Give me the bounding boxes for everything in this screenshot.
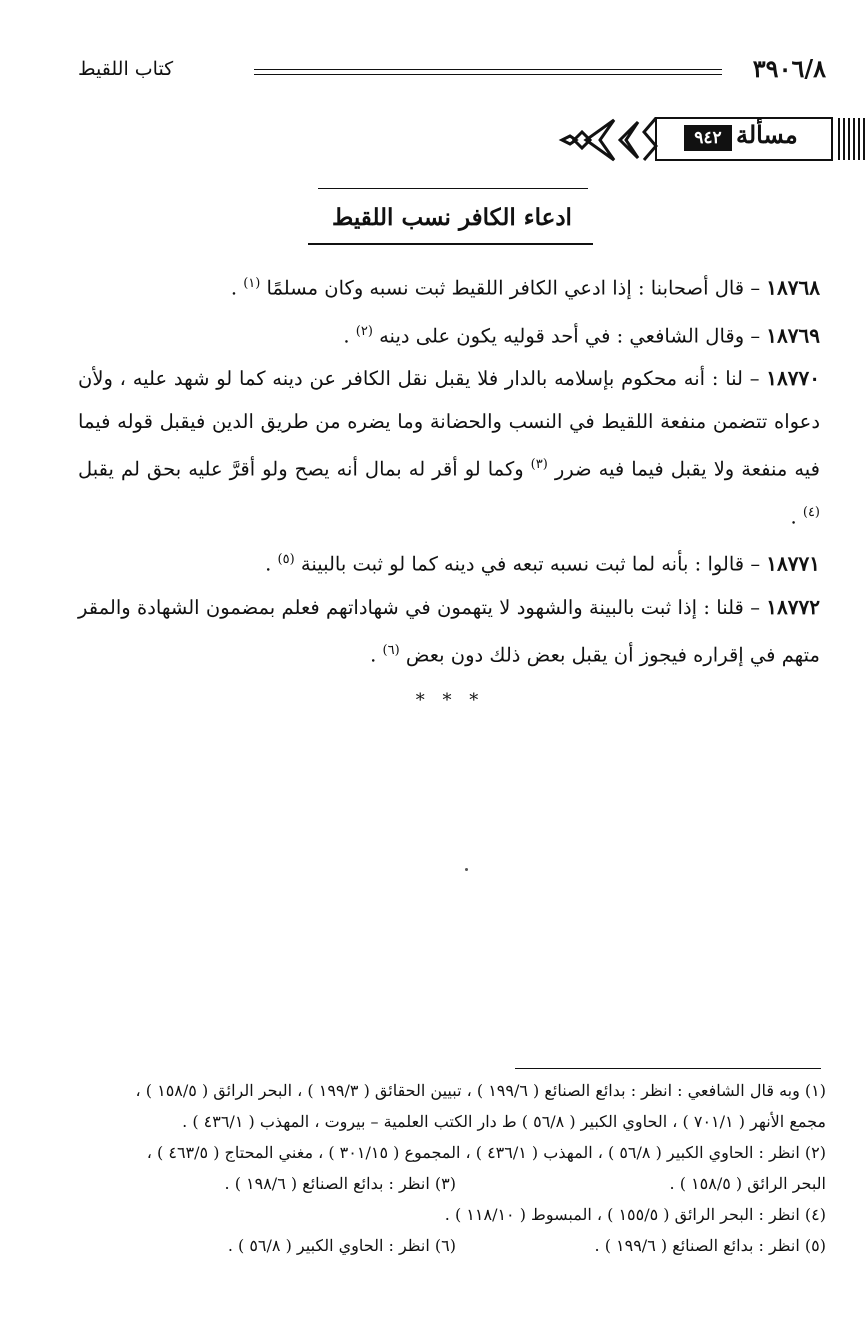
footnotes	[78, 1075, 826, 1261]
paragraph-text-2: وكما لو أقر له بمال أنه يصح ولو أقرَّ عليه بحق لم يقبل	[78, 457, 531, 481]
paragraph-text: – قلنا : إذا ثبت بالبينة والشهود لا يتهمون في شهاداتهم فعلم بمضمون الشهادة والمقر متهم في إقراره فيجوز أن يقبل بعض ذلك دون بعض	[78, 595, 820, 666]
page-number: ٣٩٠٦/٨	[752, 54, 826, 83]
paragraph-end: .	[265, 552, 278, 576]
paragraph-end: .	[230, 276, 244, 300]
footnote-ref: (٥)	[277, 552, 295, 567]
running-header	[78, 54, 826, 90]
book-title: كتاب اللقيط	[78, 58, 174, 80]
paragraph	[78, 357, 820, 538]
footnote-line: مجمع الأنهر ( ٧٠١/١ ) ، الحاوي الكبير ( ٥٦/٨ ) ط دار الكتب العلمية – بيروت ، المهذب ( ٤٣٦/١ ) .	[182, 1112, 826, 1131]
footnote-ref: (٦)	[382, 642, 400, 658]
masala-word: مسألة	[736, 120, 798, 149]
footnote-text: (٥) انظر : بدائع الصنائع ( ١٩٩/٦ ) .	[594, 1236, 826, 1255]
paragraph-end: .	[343, 324, 356, 347]
body-text	[78, 262, 820, 676]
footnote-ref: (٤)	[802, 504, 820, 520]
paragraph-text: – وقال الشافعي : في أحد قوليه يكون على دينه	[372, 324, 767, 347]
masala-number: ٩٤٢	[684, 125, 732, 151]
paragraph-number: ١٨٧٧١	[766, 551, 820, 576]
paragraph	[78, 586, 820, 677]
paragraph-text: – قال أصحابنا : إذا ادعي الكافر اللقيط ثبت نسبه وكان مسلمًا	[260, 276, 767, 300]
header-double-rule	[254, 69, 722, 75]
heading-overline	[318, 188, 588, 189]
footnote-line	[78, 1168, 826, 1199]
section-separator: * * *	[415, 690, 485, 711]
paragraph-number: ١٨٧٦٩	[766, 323, 820, 347]
paragraph-end: .	[370, 643, 383, 666]
footnote-rule	[515, 1068, 821, 1069]
paragraph-end: .	[790, 505, 803, 528]
stray-dot	[465, 868, 468, 871]
paragraph-number: ١٨٧٦٨	[766, 275, 820, 300]
section-heading: ادعاء الكافر نسب اللقيط	[332, 204, 572, 231]
footnote-ref: (٣)	[530, 457, 548, 472]
heading-underline	[308, 243, 593, 245]
footnote-line	[78, 1230, 826, 1261]
footnote-text: (٦) انظر : الحاوي الكبير ( ٥٦/٨ ) .	[227, 1236, 456, 1255]
paragraph	[78, 538, 820, 586]
paragraph	[78, 262, 820, 310]
footnote-line: (٤) انظر : البحر الرائق ( ١٥٥/٥ ) ، المبسوط ( ١١٨/١٠ ) .	[444, 1205, 826, 1224]
footnote-text: البحر الرائق ( ١٥٨/٥ ) .	[669, 1174, 826, 1193]
paragraph-text: – لنا : أنه محكوم بإسلامه بالدار فلا يقبل نقل الكافر عن دينه كما لو شهد عليه ، ولأن دعواه تتضمن منفعة اللقيط في النسب والحضانة وما يضره من طريق الدين فيقبل قوله فيما فيه منفعة ولا يقبل فيما فيه ضرر	[78, 367, 820, 481]
footnote-line: (٢) انظر : الحاوي الكبير ( ٥٦/٨ ) ، المهذب ( ٤٣٦/١ ) ، المجموع ( ٣٠١/١٥ ) ، مغني المحتاج ( ٤٦٣/٥ ) ،	[146, 1143, 826, 1162]
paragraph-number: ١٨٧٧٢	[766, 594, 820, 619]
footnote-ref: (١)	[243, 276, 261, 291]
paragraph-number: ١٨٧٧٠	[766, 366, 820, 390]
footnote-line: (١) وبه قال الشافعي : انظر : بدائع الصنائع ( ١٩٩/٦ ) ، تبيين الحقائق ( ١٩٩/٣ ) ، البحر الرائق ( ١٥٨/٥ ) ،	[135, 1081, 826, 1100]
masala-banner	[556, 110, 866, 170]
paragraph	[78, 310, 820, 358]
paragraph-text: – قالوا : بأنه لما ثبت نسبه تبعه في دينه كما لو ثبت بالبينة	[294, 552, 767, 576]
footnote-ref: (٢)	[355, 323, 373, 339]
footnote-text: (٣) انظر : بدائع الصنائع ( ١٩٨/٦ ) .	[224, 1174, 456, 1193]
